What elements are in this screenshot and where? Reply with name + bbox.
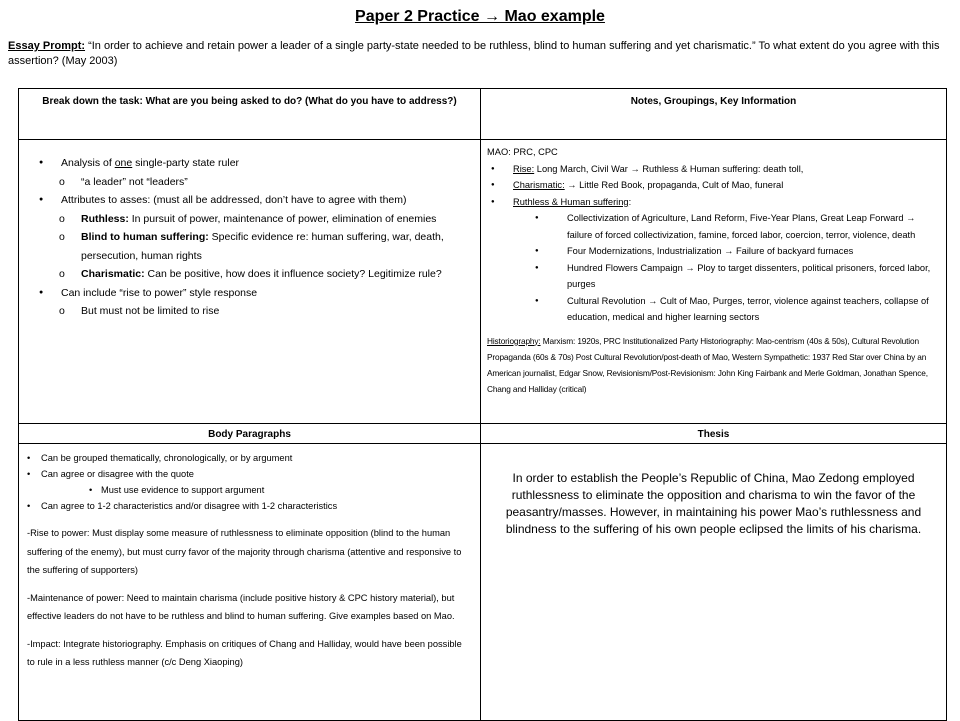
task-breakdown-cell	[19, 140, 481, 424]
task-breakdown	[19, 140, 480, 321]
planning-table	[18, 88, 947, 721]
notes-charismatic-text: → Little Red Book, propaganda, Cult of Mao, funeral	[564, 180, 784, 190]
body-paragraph-rise: -Rise to power: Must display some measure of ruthlessness to eliminate opposition (blind to the human suffering of the enemy), but must curry favor of the majority through charisma (attentive and responsive to the suffering of supporters)	[27, 528, 462, 575]
notes-historiography	[487, 333, 940, 397]
notes-rise-text: Long March, Civil War → Ruthless & Human suffering: death toll,	[534, 163, 804, 174]
blind-text: Specific evidence re: human suffering, war, death, persecution, human rights	[81, 231, 444, 262]
task-subbullet-leader: o “a leader” not “leaders”	[39, 173, 472, 192]
ruthless-text: In pursuit of power, maintenance of power, elimination of enemies	[128, 212, 437, 225]
notes	[481, 140, 946, 397]
thesis-text: In order to establish the People’s Republic of China, Mao Zedong employed ruthlessness to eliminate the opposition and charisma to win the favor of the peasantry/masses. However, in maintaining his power Mao’s ruthlessness and blindness to the suffering of his own people eclipsed the limits of his charisma.	[505, 471, 922, 536]
notes-charismatic-label: Charismatic:	[513, 180, 565, 190]
notes-cell	[481, 140, 947, 424]
historiography-text: Marxism: 1920s, PRC Institutionalized Party Historiography: Mao-centrism (40s & 50s), Cultural Revolution Propaganda (60s & 70s) Post Cultural Revolution/post-death of Mao, Western Sympathetic: 1937 Red Star over China by an American journalist, Edgar Snow, Revisionism/Post-Revisionism: John King Fairbank and Merle Goldman, Jonathan Spence, Chang and Halliday (critical)	[487, 335, 928, 394]
body-paragraphs	[19, 444, 480, 672]
notes-bullet-rise	[487, 161, 940, 178]
task-bullet-ruler-post: single-party state ruler	[132, 157, 240, 169]
notes-bullet-charismatic	[487, 177, 940, 194]
notes-subbullet-collectivization: ● Collectivization of Agriculture, Land Reform, Five-Year Plans, Great Leap Forward → failure of forced collectivization, famine, forced labor, coercion, terror, violence, death	[487, 210, 940, 243]
historiography-label: Historiography:	[487, 335, 541, 346]
notes-ruthless-colon: :	[628, 196, 632, 207]
essay-prompt-label: Essay Prompt:	[8, 40, 86, 52]
task-subbullet-ruthless	[39, 210, 472, 229]
body-bullet-agree: • Can agree or disagree with the quote	[27, 466, 472, 482]
thesis-header-cell	[481, 424, 947, 444]
task-bullet-ruler-pre: Analysis of	[61, 157, 115, 169]
notes-header: Notes, Groupings, Key Information	[630, 96, 797, 107]
notes-intro: MAO: PRC, CPC	[487, 147, 558, 157]
notes-ruthless-label: Ruthless & Human suffering	[513, 196, 629, 207]
blind-label: Blind to human suffering:	[81, 231, 209, 243]
notes-subbullet-hundred-flowers: ● Hundred Flowers Campaign → Ploy to target dissenters, political prisoners, forced labor, purges	[487, 260, 940, 293]
task-subbullet-charismatic	[39, 265, 472, 284]
body-paragraph-impact: -Impact: Integrate historiography. Emphasis on critiques of Chang and Halliday, would have been possible to rule in a less ruthless manner (c/c Deng Xiaoping)	[27, 638, 462, 667]
body-subbullet-evidence: • Must use evidence to support argument	[27, 482, 472, 498]
task-bullet-ruler	[39, 154, 472, 173]
thesis-cell	[481, 444, 947, 721]
body-bullet-grouping: • Can be grouped thematically, chronologically, or by argument	[27, 450, 472, 466]
notes-bullet-ruthless	[487, 194, 940, 211]
body-paragraphs-header: Body Paragraphs	[208, 429, 291, 440]
page-title: Paper 2 Practice → Mao example	[355, 8, 605, 25]
body-header-cell	[19, 424, 481, 444]
charismatic-text: Can be positive, how does it influence society? Legitimize rule?	[144, 268, 442, 280]
task-bullet-ruler-underlined: one	[114, 157, 133, 169]
task-header-cell	[19, 89, 481, 140]
task-header: Break down the task: What are you being asked to do? (What do you have to address?)	[42, 96, 457, 107]
essay-prompt-text: “In order to achieve and retain power a leader of a single party-state needed to be ruthless, blind to human suffering and yet charismatic.” To what extent do you agree with this assertion? (May 2003)	[8, 40, 940, 67]
notes-rise-label: Rise:	[513, 163, 535, 174]
task-bullet-attributes: ● Attributes to asses: (must all be addressed, don’t have to agree with them)	[39, 191, 472, 210]
notes-subbullet-cultural-revolution: ● Cultural Revolution → Cult of Mao, Purges, terror, violence against teachers, collapse of education, medical and higher learning sectors	[487, 293, 940, 326]
notes-subbullet-modernizations: ● Four Modernizations, Industrialization → Failure of backyard furnaces	[487, 243, 940, 260]
ruthless-label: Ruthless:	[81, 212, 129, 225]
body-paragraphs-cell	[19, 444, 481, 721]
task-subbullet-rise: o But must not be limited to rise	[39, 302, 472, 321]
notes-header-cell	[481, 89, 947, 140]
charismatic-label: Charismatic:	[81, 268, 145, 280]
task-bullet-rise: ● Can include “rise to power” style response	[39, 284, 472, 303]
body-paragraph-maintenance: -Maintenance of power: Need to maintain charisma (include positive history & CPC history material), but effective leaders do not have to be ruthless and blind to human suffering. Give examples based on Mao.	[27, 592, 455, 621]
essay-prompt	[8, 39, 948, 69]
task-subbullet-blind	[39, 228, 472, 265]
body-bullet-characteristics: • Can agree to 1-2 characteristics and/or disagree with 1-2 characteristics	[27, 498, 472, 514]
thesis-header: Thesis	[697, 429, 730, 440]
